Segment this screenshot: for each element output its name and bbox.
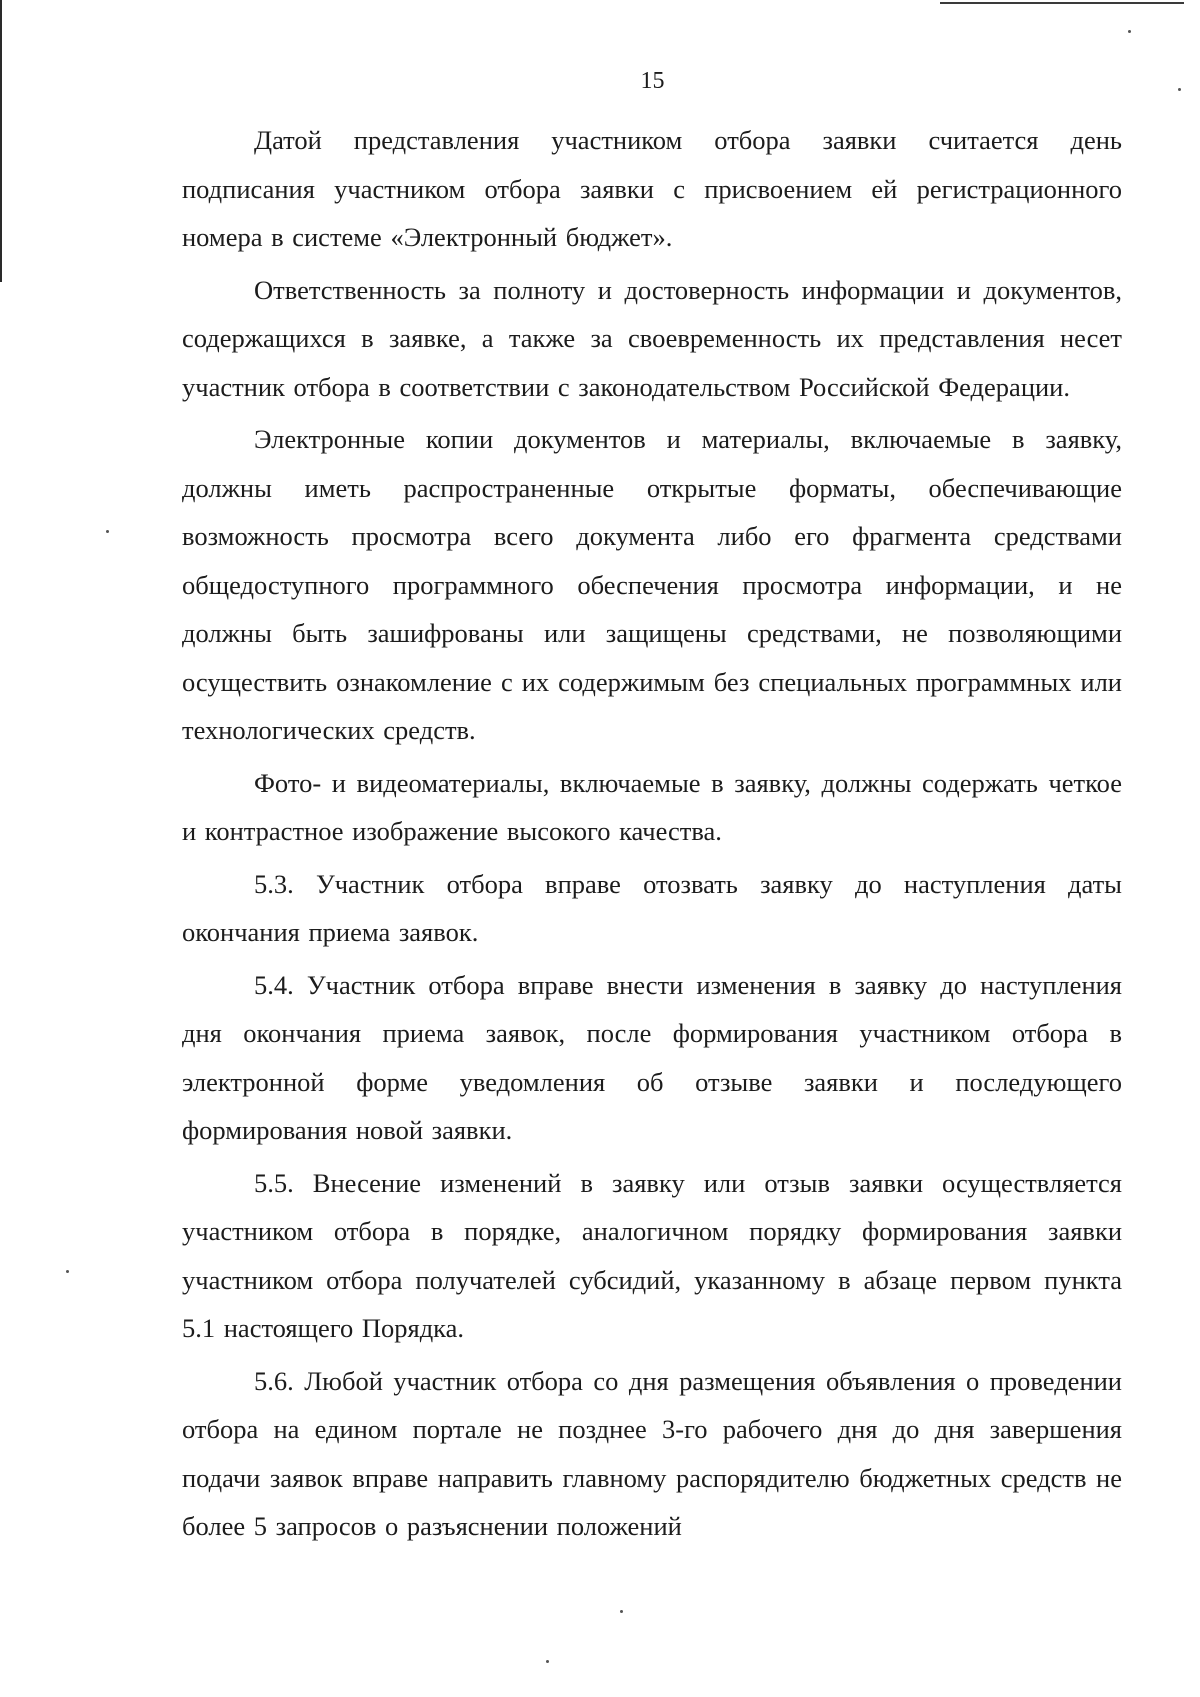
paragraph: Датой представления участником отбора заявки считается день подписания участником отбора заявки с присвоением ей регистрационного номера в системе «Электронный бюджет».: [182, 125, 1122, 252]
paragraph-clause-5-3: 5.3. Участник отбора вправе отозвать заявку до наступления даты окончания приема заявок.: [182, 868, 1122, 947]
scan-speck: [106, 530, 109, 533]
paragraph: Электронные копии документов и материалы, включаемые в заявку, должны иметь распространенные открытые форматы, обеспечивающие возможность просмотра всего документа либо его фрагмента средствами общедоступного программного обеспечения просмотра информации, и не должны быть зашифрованы или защищены средствами, не позволяющими осуществить ознакомление с их содержимым без специальных программных или технологических средств.: [182, 424, 1122, 745]
page-number: 15: [640, 68, 665, 94]
document-body: [182, 116, 1122, 1555]
scan-speck: [66, 1270, 69, 1273]
paragraph-clause-5-5: 5.5. Внесение изменений в заявку или отзыв заявки осуществляется участником отбора в порядке, аналогичном порядку формирования заявки участником отбора получателей субсидий, указанному в абзаце первом пункта 5.1 настоящего Порядка.: [182, 1167, 1122, 1343]
paragraph-clause-5-6: 5.6. Любой участник отбора со дня размещения объявления о проведении отбора на едином портале не позднее 3-го рабочего дня до дня завершения подачи заявок вправе направить главному распорядителю бюджетных средств не более 5 запросов о разъяснении положений: [182, 1365, 1122, 1541]
scan-edge-left: [0, 0, 2, 282]
paragraph: Фото- и видеоматериалы, включаемые в заявку, должны содержать четкое и контрастное изображение высокого качества.: [182, 767, 1122, 846]
scan-speck: [620, 1610, 623, 1613]
scan-speck: [546, 1660, 549, 1663]
scan-speck: [1128, 30, 1131, 33]
scan-edge-top: [940, 2, 1184, 4]
paragraph-clause-5-4: 5.4. Участник отбора вправе внести изменения в заявку до наступления дня окончания приема заявок, после формирования участником отбора в электронной форме уведомления об отзыве заявки и последующего формирования новой заявки.: [182, 969, 1122, 1145]
paragraph: Ответственность за полноту и достоверность информации и документов, содержащихся в заявке, а также за своевременность их представления несет участник отбора в соответствии с законодательством Российской Федерации.: [182, 274, 1122, 402]
